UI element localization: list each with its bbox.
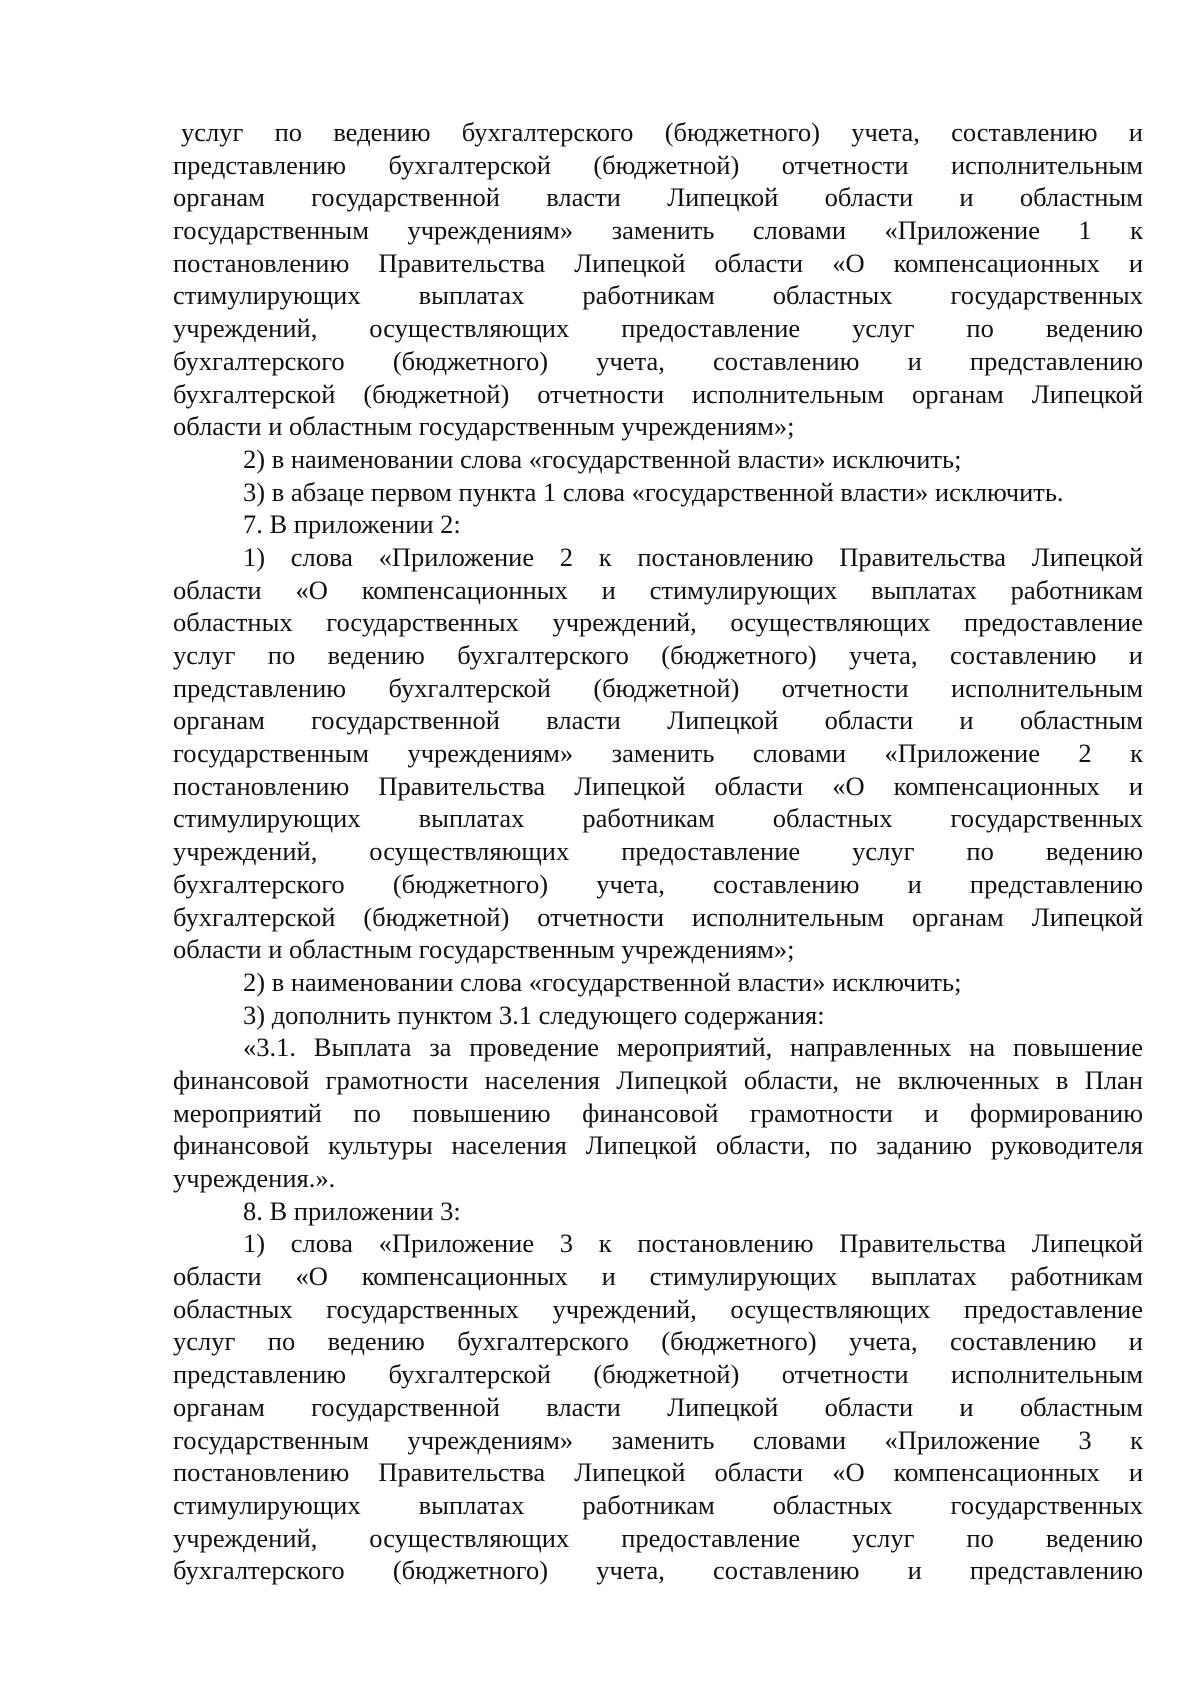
text-line: области и областным государственным учреждениям»;: [173, 411, 795, 442]
text-line: услуг по ведению бухгалтерского (бюджетного) учета, составлению и: [181, 117, 1143, 147]
text-line: учреждений, осуществляющих предоставление услуг по ведению: [173, 313, 1143, 344]
text-line: бухгалтерского (бюджетного) учета, составлению и представлению: [173, 1555, 1143, 1586]
text-line: постановлению Правительства Липецкой области «О компенсационных и: [173, 770, 1143, 801]
text-line: стимулирующих выплатах работникам областных государственных: [173, 1489, 1143, 1520]
text-line: 3) в абзаце первом пункта 1 слова «государственной власти» исключить.: [243, 476, 1064, 507]
text-line: государственным учреждениям» заменить словами «Приложение 2 к: [173, 738, 1143, 769]
text-line: области «О компенсационных и стимулирующих выплатах работникам: [173, 1261, 1143, 1292]
text-line: областных государственных учреждений, осуществляющих предоставление: [173, 1293, 1143, 1324]
text-line: 8. В приложении 3:: [243, 1195, 461, 1226]
text-line: «3.1. Выплата за проведение мероприятий, направленных на повышение: [243, 1032, 1143, 1063]
text-line: финансовой культуры населения Липецкой области, по заданию руководителя: [173, 1130, 1143, 1161]
text-line: бухгалтерской (бюджетной) отчетности исполнительным органам Липецкой: [173, 378, 1143, 409]
text-line: учреждений, осуществляющих предоставление услуг по ведению: [173, 836, 1143, 867]
text-line: государственным учреждениям» заменить словами «Приложение 1 к: [173, 215, 1143, 246]
text-line: 3) дополнить пунктом 3.1 следующего содержания:: [243, 999, 825, 1030]
document-page: [173, 116, 1143, 1587]
text-line: стимулирующих выплатах работникам областных государственных: [173, 280, 1143, 311]
text-line: представлению бухгалтерской (бюджетной) отчетности исполнительным: [173, 149, 1143, 180]
text-line: бухгалтерского (бюджетного) учета, составлению и представлению: [173, 868, 1143, 899]
text-line: 2) в наименовании слова «государственной власти» исключить;: [243, 443, 962, 474]
text-line: мероприятий по повышению финансовой грамотности и формированию: [173, 1097, 1143, 1128]
text-line: 1) слова «Приложение 2 к постановлению Правительства Липецкой: [243, 541, 1143, 572]
text-line: 7. В приложении 2:: [243, 509, 461, 540]
text-line: бухгалтерской (бюджетной) отчетности исполнительным органам Липецкой: [173, 901, 1143, 932]
text-line: 1) слова «Приложение 3 к постановлению Правительства Липецкой: [243, 1228, 1143, 1259]
text-line: учреждения.».: [173, 1163, 336, 1193]
text-line: области «О компенсационных и стимулирующих выплатах работникам: [173, 574, 1143, 605]
text-line: органам государственной власти Липецкой области и областным: [173, 182, 1143, 213]
text-line: представлению бухгалтерской (бюджетной) отчетности исполнительным: [173, 1359, 1143, 1390]
text-line: органам государственной власти Липецкой области и областным: [173, 705, 1143, 736]
text-line: учреждений, осуществляющих предоставление услуг по ведению: [173, 1522, 1143, 1553]
text-line: представлению бухгалтерской (бюджетной) отчетности исполнительным: [173, 672, 1143, 703]
text-line: области и областным государственным учреждениям»;: [173, 934, 795, 965]
text-line: бухгалтерского (бюджетного) учета, составлению и представлению: [173, 345, 1143, 376]
text-line: стимулирующих выплатах работникам областных государственных: [173, 803, 1143, 834]
text-line: постановлению Правительства Липецкой области «О компенсационных и: [173, 1457, 1143, 1488]
text-line: финансовой грамотности населения Липецкой области, не включенных в План: [173, 1064, 1143, 1095]
text-line: 2) в наименовании слова «государственной власти» исключить;: [243, 966, 962, 997]
text-line: постановлению Правительства Липецкой области «О компенсационных и: [173, 247, 1143, 278]
text-line: государственным учреждениям» заменить словами «Приложение 3 к: [173, 1424, 1143, 1455]
text-line: услуг по ведению бухгалтерского (бюджетного) учета, составлению и: [173, 1326, 1143, 1357]
text-line: областных государственных учреждений, осуществляющих предоставление: [173, 607, 1143, 638]
text-line: органам государственной власти Липецкой области и областным: [173, 1391, 1143, 1422]
text-line: услуг по ведению бухгалтерского (бюджетного) учета, составлению и: [173, 640, 1143, 670]
